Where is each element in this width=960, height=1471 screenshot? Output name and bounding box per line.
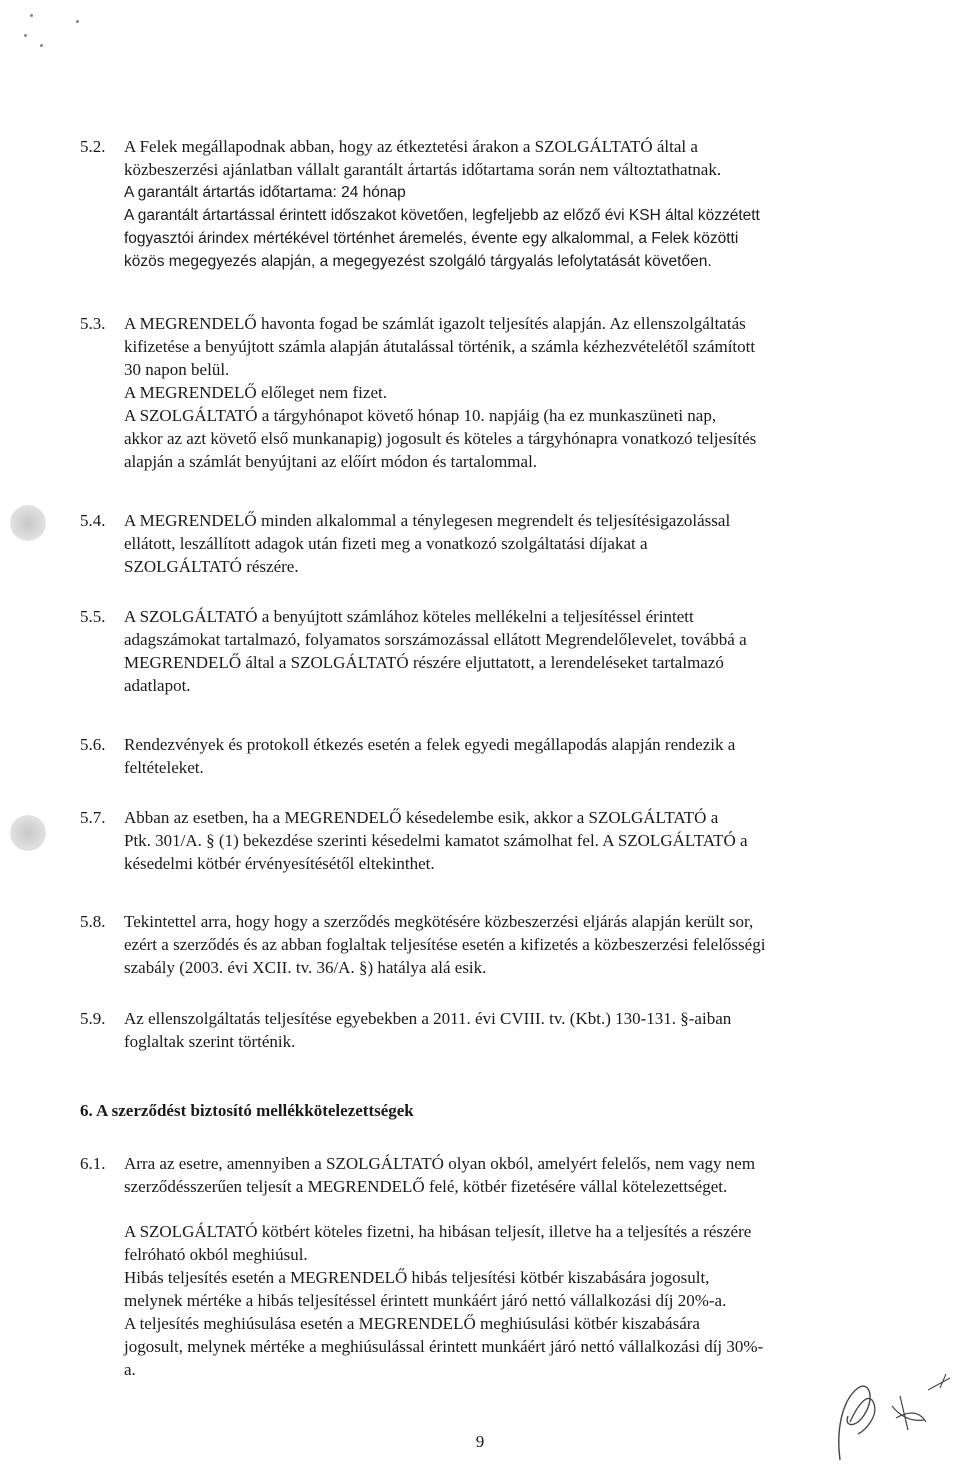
section-line: Abban az esetben, ha a MEGRENDELŐ késedelembe esik, akkor a SZOLGÁLTATÓ a (124, 808, 719, 827)
section-line: A SZOLGÁLTATÓ a tárgyhónapot követő hónap 10. napjáig (ha ez munkaszüneti nap, (124, 406, 717, 425)
section-line: jogosult, melynek mértéke a meghiúsulással érintett munkáért járó nettó vállalkozási díj 30%- (124, 1337, 764, 1356)
section-line: MEGRENDELŐ által a SZOLGÁLTATÓ részére eljuttatott, a lerendeléseket tartalmazó (124, 653, 724, 672)
section-line: Hibás teljesítés esetén a MEGRENDELŐ hibás teljesítési kötbér kiszabására jogosult, (124, 1268, 710, 1287)
handwritten-signature (800, 1360, 960, 1470)
scan-speck (24, 34, 27, 37)
section-line: SZOLGÁLTATÓ részére. (124, 557, 299, 576)
section-line: feltételeket. (124, 758, 204, 777)
section-line: A MEGRENDELŐ előleget nem fizet. (124, 383, 387, 402)
section-line: adagszámokat tartalmazó, folyamatos sorszámozással ellátott Megrendelőlevelet, továbbá a (124, 630, 747, 649)
section-number: 5.2. (80, 137, 106, 156)
section-number: 6.1. (80, 1154, 106, 1173)
section-line: fogyasztói árindex mértékével történhet áremelés, évente egy alkalommal, a Felek közötti (124, 230, 739, 247)
punch-hole (10, 505, 46, 541)
section-line: Ptk. 301/A. § (1) bekezdése szerinti késedelmi kamatot számolhat fel. A SZOLGÁLTATÓ a (124, 831, 748, 850)
section-line: melynek mértéke a hibás teljesítéssel érintett munkáért járó nettó vállalkozási díj 20%-a. (124, 1291, 727, 1310)
section-line: szerződésszerűen teljesít a MEGRENDELŐ felé, kötbér fizetésére vállal kötelezettséget. (124, 1177, 728, 1196)
section-line: A garantált ártartással érintett időszakot követően, legfeljebb az előző évi KSH által közzétett (124, 207, 760, 224)
section-line: A SZOLGÁLTATÓ a benyújtott számlához köteles mellékelni a teljesítéssel érintett (124, 607, 694, 626)
section-line: kifizetése a benyújtott számla alapján átutalással történik, a számla kézhezvételétől számított (124, 337, 756, 356)
scan-speck (76, 20, 79, 23)
section-line: A Felek megállapodnak abban, hogy az étkeztetési árakon a SZOLGÁLTATÓ által a (124, 137, 698, 156)
section-line: foglaltak szerint történik. (124, 1032, 296, 1051)
section-line: szabály (2003. évi XCII. tv. 36/A. §) hatálya alá esik. (124, 958, 487, 977)
section-line: alapján a számlát benyújtani az előírt módon és tartalommal. (124, 452, 538, 471)
section-number: 5.6. (80, 735, 106, 754)
section-line: A teljesítés meghiúsulása esetén a MEGRENDELŐ meghiúsulási kötbér kiszabására (124, 1314, 700, 1333)
page-number: 9 (475, 1432, 485, 1451)
section-line: A SZOLGÁLTATÓ kötbért köteles fizetni, ha hibásan teljesít, illetve ha a teljesítés a részére (124, 1222, 752, 1241)
section-line: közös megegyezés alapján, a megegyezést szolgáló tárgyalás lefolytatását követően. (124, 253, 712, 270)
section-line: ellátott, leszállított adagok után fizeti meg a vonatkozó szolgáltatási díjakat a (124, 534, 648, 553)
section-heading: 6. A szerződést biztosító mellékkötelezettségek (80, 1101, 414, 1120)
section-line: Tekintettel arra, hogy hogy a szerződés megkötésére közbeszerzési eljárás alapján került sor, (124, 912, 754, 931)
section-line: Az ellenszolgáltatás teljesítése egyebekben a 2011. évi CVIII. tv. (Kbt.) 130-131. §-aiban (124, 1009, 732, 1028)
section-number: 5.9. (80, 1009, 106, 1028)
section-line: ezért a szerződés és az abban foglaltak teljesítése esetén a kifizetés a közbeszerzési felelősségi (124, 935, 766, 954)
section-number: 5.5. (80, 607, 106, 626)
scan-speck (40, 44, 43, 47)
section-line: közbeszerzési ajánlatban vállalt garantált ártartás időtartama során nem változtathatnak. (124, 160, 722, 179)
section-line: A MEGRENDELŐ havonta fogad be számlát igazolt teljesítés alapján. Az ellenszolgáltatás (124, 314, 746, 333)
scan-speck (30, 14, 33, 17)
section-line: akkor az azt követő első munkanapig) jogosult és köteles a tárgyhónapra vonatkozó teljesítés (124, 429, 757, 448)
section-number: 5.8. (80, 912, 106, 931)
section-number: 5.7. (80, 808, 106, 827)
punch-hole (10, 815, 46, 851)
section-line: adatlapot. (124, 676, 191, 695)
section-line: 30 napon belül. (124, 360, 230, 379)
section-line: A garantált ártartás időtartama: 24 hónap (124, 184, 406, 201)
section-line: késedelmi kötbér érvényesítésétől eltekinthet. (124, 854, 435, 873)
section-line: a. (124, 1360, 136, 1379)
section-number: 5.3. (80, 314, 106, 333)
section-line: Rendezvények és protokoll étkezés esetén a felek egyedi megállapodás alapján rendezik a (124, 735, 736, 754)
section-line: A MEGRENDELŐ minden alkalommal a ténylegesen megrendelt és teljesítésigazolással (124, 511, 731, 530)
section-line: Arra az esetre, amennyiben a SZOLGÁLTATÓ olyan okból, amelyért felelős, nem vagy nem (124, 1154, 756, 1173)
section-number: 5.4. (80, 511, 106, 530)
section-line: felróható okból meghiúsul. (124, 1245, 308, 1264)
